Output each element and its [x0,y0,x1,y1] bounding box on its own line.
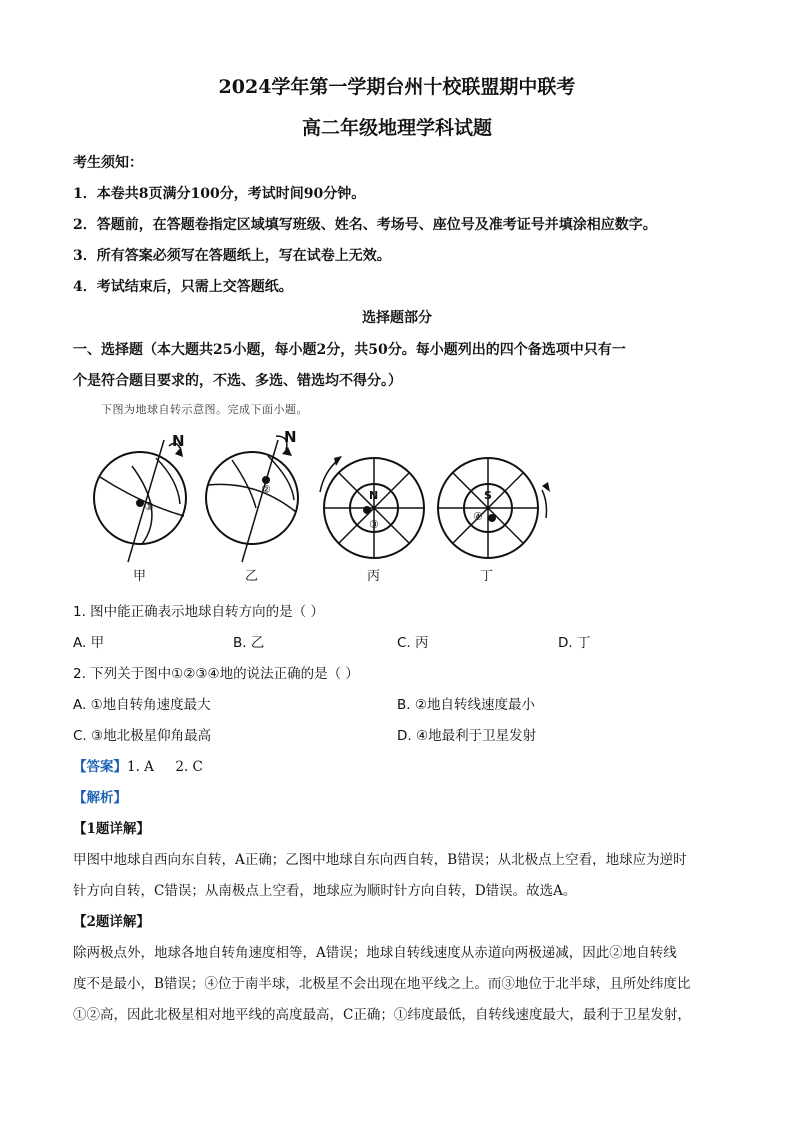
point-label: ④ [473,510,483,523]
notice-heading: 考生须知： [73,155,143,171]
location-dot [136,499,144,507]
rotation-arrow-icon [282,447,292,456]
figure-caption: 下图为地球自转示意图。完成下面小题。 [101,403,308,416]
north-label: N [172,432,185,450]
analysis-line: 除两极点外，地球各地自转角速度相等，A错误；地球自转线速度从赤道向两极递减，因此②地自转线 [73,945,677,961]
earth-rotation-figure [80,420,560,590]
rotation-arrow-icon [542,482,550,492]
q2-detail-tag: 【2题详解】 [73,914,150,930]
option: D. ④地最利于卫星发射 [397,728,537,744]
rotation-arrow-icon [334,456,342,466]
analysis-heading: 【解析】 [73,790,127,806]
panel-label: 甲 [133,569,147,584]
exam-subtitle: 高二年级地理学科试题 [301,117,492,139]
globe-bing [320,458,424,558]
globe-yi [206,436,298,562]
option: D. 丁 [558,635,591,651]
panel-label: 丁 [480,569,494,584]
option: C. 丙 [397,635,429,651]
option: A. ①地自转角速度最大 [73,697,211,713]
south-label: S [484,489,492,502]
option: C. ③地北极星仰角最高 [73,728,212,744]
analysis-line: 度不是最小，B错误；④位于南半球，北极星不会出现在地平线之上。而③地位于北半球，且所处纬度比 [73,976,691,992]
location-dot [488,514,496,522]
notice-item: 4．考试结束后，只需上交答题纸。 [73,279,293,295]
panel-label: 丙 [367,569,381,584]
question-stem: 2. 下列关于图中①②③④地的说法正确的是（ ） [73,666,359,682]
north-label: N [369,489,379,502]
section-instruction: 一、选择题（本大题共25小题，每小题2分，共50分。每小题列出的四个备选项中只有一 [73,342,626,358]
north-label: N [284,428,297,446]
point-label: ② [261,483,271,496]
section-instruction: 个是符合题目要求的，不选、多选、错选均不得分。） [73,373,402,389]
option: B. ②地自转线速度最小 [397,697,535,713]
analysis-line: 甲图中地球自西向东自转，A正确；乙图中地球自东向西自转，B错误；从北极点上空看，地球应为逆时 [73,852,687,868]
option: B. 乙 [233,635,265,651]
analysis-line: 针方向自转，C错误；从南极点上空看，地球应为顺时针方向自转，D错误。故选A。 [73,883,577,899]
q1-detail-tag: 【1题详解】 [73,821,150,837]
notice-item: 1．本卷共8页满分100分，考试时间90分钟。 [73,186,366,202]
point-label: ③ [369,518,379,531]
globe-ding [438,458,547,558]
exam-title: 2024学年第一学期台州十校联盟期中联考 [218,76,576,98]
option: A. 甲 [73,635,105,651]
point-label: ① [144,500,154,513]
analysis-line: ①②高，因此北极星相对地平线的高度最高，C正确；①纬度最低，自转线速度最大，最利于卫星发射， [73,1007,691,1023]
question-stem: 1. 图中能正确表示地球自转方向的是（ ） [73,604,324,620]
notice-item: 3．所有答案必须写在答题纸上，写在试卷上无效。 [73,248,391,264]
panel-label: 乙 [245,569,259,584]
answer-tag: 答案 [86,759,114,775]
location-dot [363,506,371,514]
notice-item: 2．答题前，在答题卷指定区域填写班级、姓名、考场号、座位号及准考证号并填涂相应数字。 [73,217,657,233]
answer-text: 1. A 2. C [127,759,203,775]
answer-line: 【答案】1. A 2. C [73,759,203,775]
section-heading: 选择题部分 [362,310,432,326]
